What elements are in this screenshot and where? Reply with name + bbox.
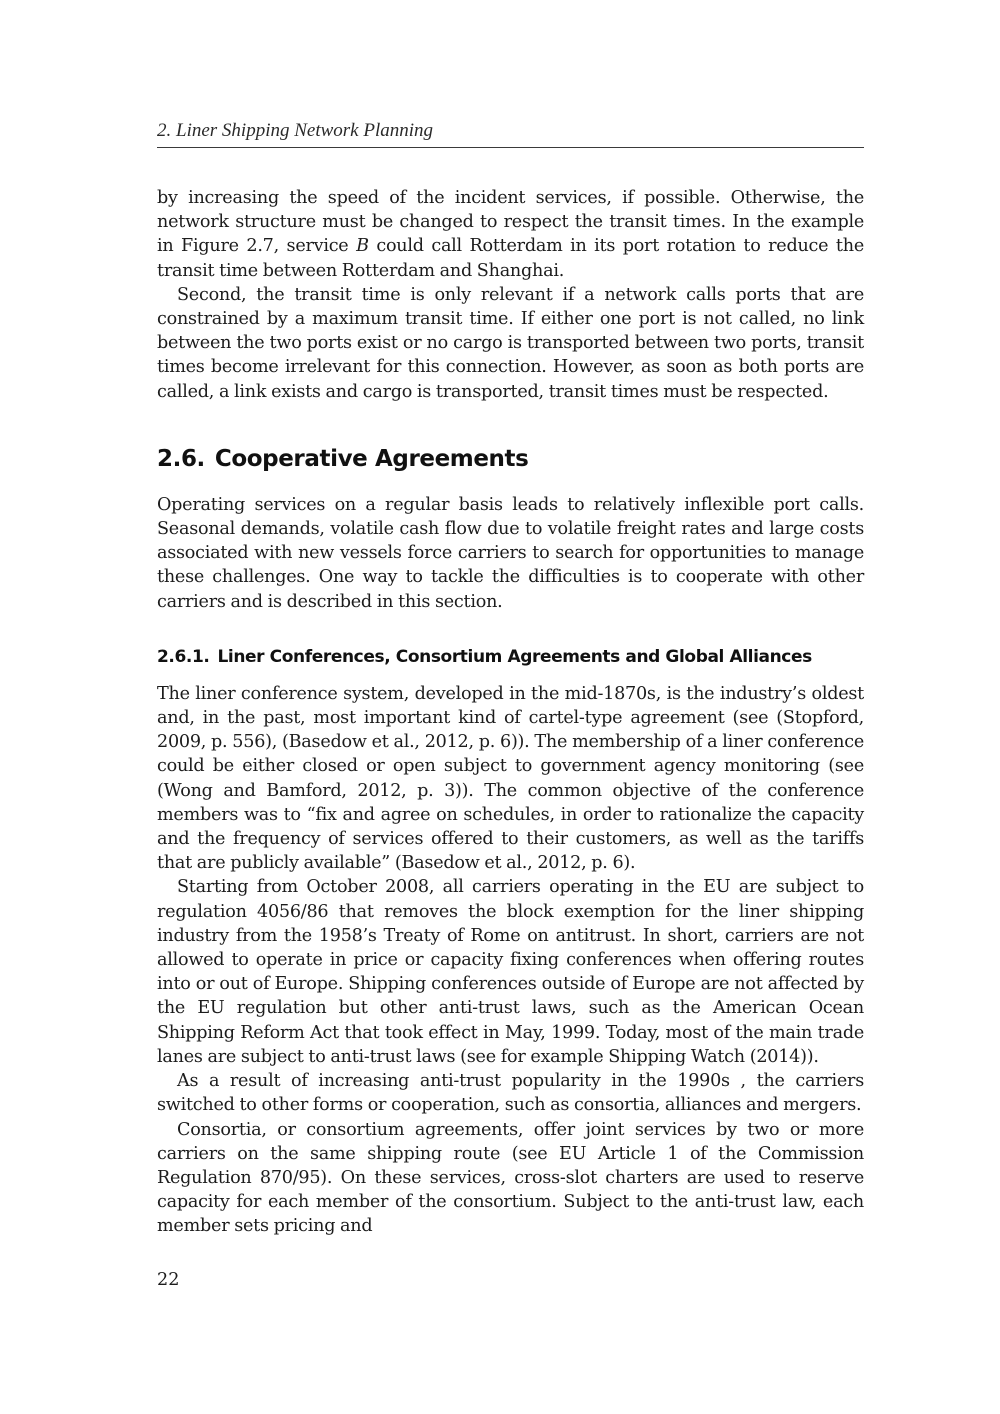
section-heading [157,445,864,473]
section-title: Cooperative Agreements [214,445,529,472]
header-rule [157,147,864,148]
paragraph-consortia: Consortia, or consortium agreements, offer joint services by two or more carriers on the same shipping route (see EU Article 1 of the Commission Regulation 870/95). On these services, cross-slot charters are used to reserve capacity for each member of the consortium. Subject to the anti-trust law, each member sets pricing and [157,1119,864,1237]
paragraph-transit-speed [157,186,864,283]
paragraph-text: could call Rotterdam in its port rotation to reduce the transit time between Rotterdam and Shanghai. [157,236,864,281]
paragraph-eu-regulation: Starting from October 2008, all carriers operating in the EU are subject to regulation 4056/86 that removes the block exemption for the liner shipping industry from the 1958’s Treaty of Rome on antitrust. In short, carriers are not allowed to operate in price or capacity fixing conferences when offering routes into or out of Europe. Shipping conferences outside of Europe are not affected by the EU regulation but other anti-trust laws, such as the American Ocean Shipping Reform Act that took effect in May, 1999. Today, most of the main trade lanes are subject to anti-trust laws (see for example Shipping Watch (2014)). [157,877,864,1067]
service-variable: B [356,236,369,257]
paragraph-text: by increasing the speed of the incident services, if possible. Otherwise, the network structure must be changed to respect the transit times. In the example in Figure 2.7, service [157,188,864,257]
paragraph-anti-trust: As a result of increasing anti-trust popularity in the 1990s , the carriers switched to other forms or cooperation, such as consortia, alliances and mergers. [157,1071,864,1116]
subsection-number: 2.6.1. [157,646,210,667]
running-head: 2. Liner Shipping Network Planning [157,120,434,141]
section-number: 2.6. [157,445,205,472]
page-number: 22 [157,1270,180,1290]
paragraph-transit-relevance: Second, the transit time is only relevant if a network calls ports that are constrained by a maximum transit time. If either one port is not called, no link between the two ports exist or no cargo is transported between two ports, transit times become irrelevant for this connection. However, as soon as both ports are called, a link exists and cargo is transported, transit times must be respected. [157,284,864,402]
paragraph-cooperative-intro: Operating services on a regular basis leads to relatively inflexible port calls. Seasonal demands, volatile cash flow due to volatile freight rates and large costs associated with new vessels force carriers to search for opportunities to manage these challenges. One way to tackle the difficulties is to cooperate with other carriers and is described in this section. [157,494,864,612]
page-body [157,186,864,1239]
subsection-heading [157,646,864,668]
paragraph-liner-conference: The liner conference system, developed in the mid-1870s, is the industry’s oldest and, in the past, most important kind of cartel-type agreement (see (Stopford, 2009, p. 556), (Basedow et al., 2012, p. 6)). The membership of a liner conference could be either closed or open subject to government agency monitoring (see (Wong and Bamford, 2012, p. 3)). The common objective of the conference members was to “fix and agree on schedules, in order to rationalize the capacity and the frequency of services offered to their customers, as well as the tariffs that are publicly available” (Basedow et al., 2012, p. 6). [157,683,864,874]
subsection-title: Liner Conferences, Consortium Agreements and Global Alliances [217,646,812,667]
